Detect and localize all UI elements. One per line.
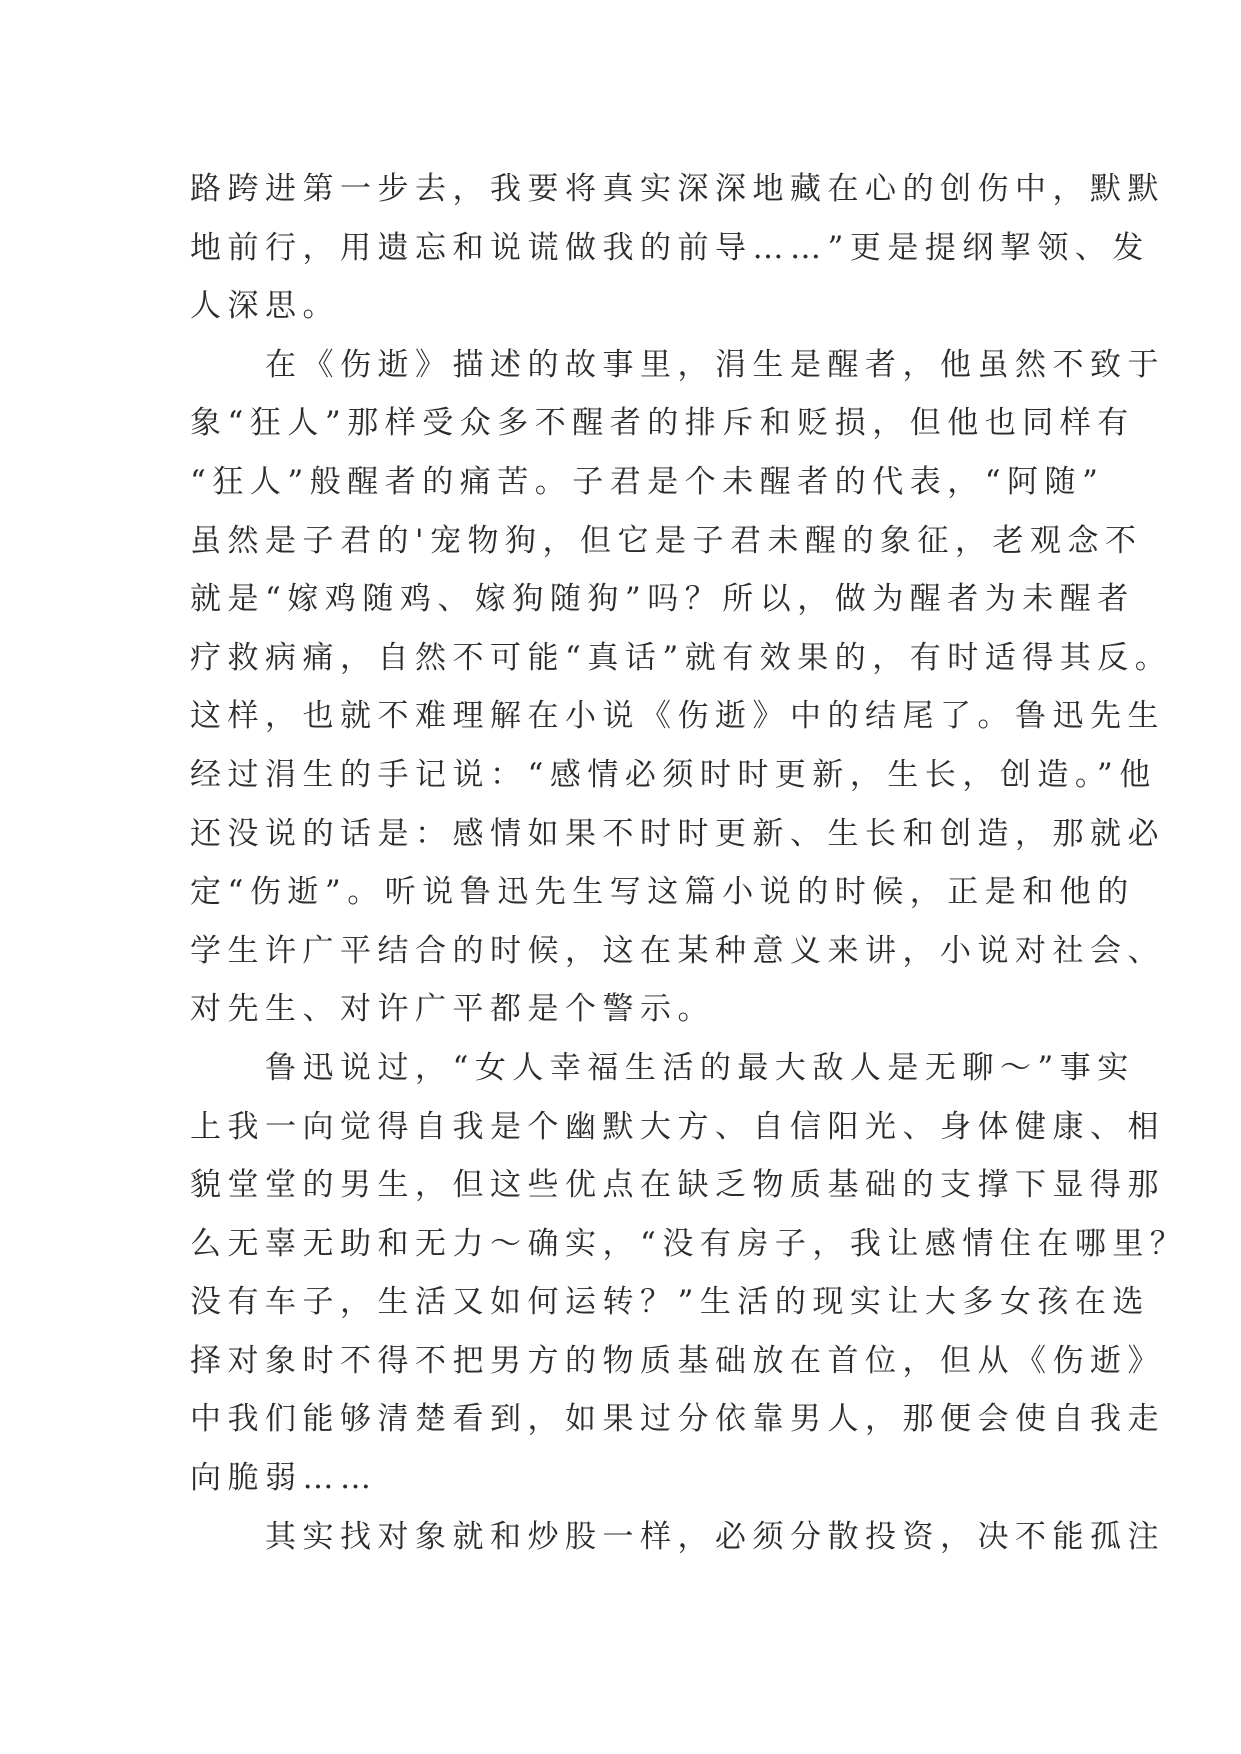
text-line: 择对象时不得不把男方的物质基础放在首位，但从《伤逝》 <box>190 1342 1165 1379</box>
text-line: 上我一向觉得自我是个幽默大方、自信阳光、身体健康、相 <box>190 1108 1165 1145</box>
text-line: 人深思。 <box>190 288 340 325</box>
text-line: 地前行，用遗忘和说谎做我的前导……”更是提纲挈领、发 <box>190 229 1150 266</box>
text-line: 经过涓生的手记说：“感情必须时时更新，生长，创造。”他 <box>190 756 1157 793</box>
text-line: 就是“嫁鸡随鸡、嫁狗随狗”吗？所以，做为醒者为未醒者 <box>190 581 1135 618</box>
text-line: 么无辜无助和无力～确实，“没有房子，我让感情住在哪里？ <box>190 1225 1188 1262</box>
text-line: 中我们能够清楚看到，如果过分依靠男人，那便会使自我走 <box>190 1401 1165 1438</box>
text-line: 对先生、对许广平都是个警示。 <box>190 991 715 1028</box>
text-line: 这样，也就不难理解在小说《伤逝》中的结尾了。鲁迅先生 <box>190 698 1165 735</box>
text-line: 疗救病痛，自然不可能“真话”就有效果的，有时适得其反。 <box>190 639 1173 676</box>
text-line: 鲁迅说过，“女人幸福生活的最大敌人是无聊～”事实 <box>190 1049 1135 1086</box>
text-line: 向脆弱…… <box>190 1460 378 1497</box>
text-line: 还没说的话是：感情如果不时时更新、生长和创造，那就必 <box>190 815 1165 852</box>
text-line: 貌堂堂的男生，但这些优点在缺乏物质基础的支撑下显得那 <box>190 1167 1165 1204</box>
body-text <box>190 160 1188 1566</box>
text-line: 没有车子，生活又如何运转？”生活的现实让大多女孩在选 <box>190 1284 1150 1321</box>
text-line: 学生许广平结合的时候，这在某种意义来讲，小说对社会、 <box>190 932 1165 969</box>
text-line: “狂人”般醒者的痛苦。子君是个未醒者的代表，“阿随” <box>190 463 1105 500</box>
text-line: 路跨进第一步去，我要将真实深深地藏在心的创伤中，默默 <box>190 171 1165 207</box>
text-line: 其实找对象就和炒股一样，必须分散投资，决不能孤注 <box>190 1518 1165 1555</box>
text-line: 定“伤逝”。听说鲁迅先生写这篇小说的时候，正是和他的 <box>190 874 1135 911</box>
text-line: 象“狂人”那样受众多不醒者的排斥和贬损，但他也同样有 <box>190 405 1135 442</box>
text-line: 虽然是子君的'宠物狗，但它是子君未醒的象征，老观念不 <box>190 522 1143 559</box>
text-line: 在《伤逝》描述的故事里，涓生是醒者，他虽然不致于 <box>190 346 1165 383</box>
